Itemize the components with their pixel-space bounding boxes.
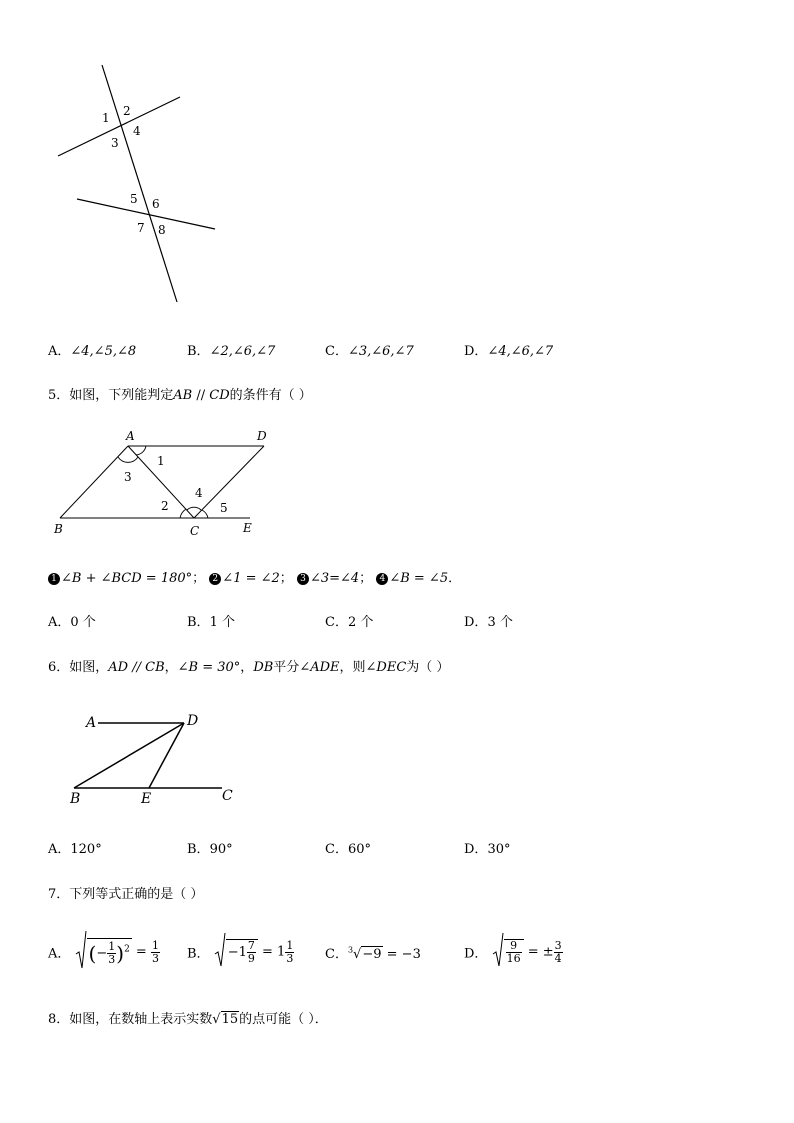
q5-option-a[interactable]: A．0 个 — [48, 615, 96, 630]
angle-label-3: 3 — [124, 470, 132, 484]
transversal-line — [102, 65, 177, 302]
point-label-c: C — [222, 788, 233, 804]
point-label-a: A — [126, 429, 135, 443]
angle-label-2: 2 — [123, 104, 131, 118]
angle-label-8: 8 — [158, 223, 166, 237]
angle-label-4: 4 — [195, 486, 203, 500]
sqrt-sign — [75, 930, 87, 974]
angle-label-2: 2 — [161, 499, 169, 513]
q4-option-a[interactable]: A．∠4,∠5,∠8 — [48, 344, 137, 359]
point-label-e: E — [243, 521, 252, 535]
angle-arc-3 — [118, 457, 138, 462]
angle-label-4: 4 — [133, 124, 141, 138]
q6-option-d[interactable]: D．30° — [464, 842, 511, 857]
angle-arc-1 — [136, 446, 146, 455]
sqrt-sign — [492, 932, 504, 972]
q4-option-c[interactable]: C．∠3,∠6,∠7 — [325, 344, 414, 359]
point-label-a: A — [86, 715, 97, 731]
figure-q5 — [50, 425, 270, 540]
angle-label-3: 3 — [111, 136, 119, 150]
angle-label-1: 1 — [157, 454, 165, 468]
segment-ab — [60, 446, 128, 518]
q4-option-b[interactable]: B．∠2,∠6,∠7 — [187, 344, 276, 359]
q6-option-c[interactable]: C．60° — [325, 842, 371, 857]
q5-stem: 5．如图，下列能判定AB // CD的条件有（ ） — [48, 388, 312, 403]
sqrt-sign — [214, 932, 226, 972]
angle-arc-5 — [202, 510, 208, 518]
q6-option-a[interactable]: A．120° — [48, 842, 102, 857]
point-label-b: B — [54, 522, 63, 536]
angle-label-1: 1 — [102, 111, 110, 125]
q7-option-b[interactable]: B． −1 $\frac{7}{9}$ = 1 $\frac{1}{3}$ — [187, 932, 294, 972]
q7-stem: 7．下列等式正确的是（ ） — [48, 887, 204, 902]
point-label-d: D — [257, 429, 267, 443]
figure-transversal — [50, 60, 230, 310]
q7-option-d[interactable]: D． $\frac{9}{16}$ = ± $\frac{3}{4}$ — [464, 932, 563, 972]
segment-db — [74, 723, 184, 788]
point-label-b: B — [70, 791, 81, 807]
segment-cd — [194, 446, 264, 518]
sqrt-sign: √ — [353, 947, 362, 962]
q5-option-c[interactable]: C．2 个 — [325, 615, 374, 630]
q7-option-c[interactable]: C．$^3$√−9 = −3 — [325, 945, 421, 962]
angle-label-7: 7 — [137, 221, 145, 235]
angle-label-6: 6 — [152, 197, 160, 211]
q8-stem: 8．如图，在数轴上表示实数√15的点可能（ ）． — [48, 1012, 328, 1027]
figure-q6 — [60, 705, 250, 815]
angle-arc-2 — [180, 509, 186, 518]
q4-option-d[interactable]: D．∠4,∠6,∠7 — [464, 344, 554, 359]
angle-label-5: 5 — [220, 501, 228, 515]
q6-option-b[interactable]: B．90° — [187, 842, 233, 857]
angle-arc-4 — [187, 507, 201, 510]
point-label-d: D — [187, 713, 199, 729]
q6-stem: 6．如图，AD // CB，∠B = 30°，DB平分∠ADE，则∠DEC为（ ） — [48, 660, 450, 675]
point-label-e: E — [141, 791, 152, 807]
point-label-c: C — [190, 524, 200, 538]
q7-option-a[interactable]: A． (− $\frac{1}{3}$ )$^2$ = $\frac{1}{3}$ — [48, 930, 160, 974]
angle-label-5: 5 — [130, 192, 138, 206]
sqrt-sign: √ — [212, 1012, 221, 1027]
q5-option-d[interactable]: D．3 个 — [464, 615, 513, 630]
upper-line — [58, 97, 180, 156]
q5-option-b[interactable]: B．1 个 — [187, 615, 235, 630]
q5-conditions: 1 ∠B + ∠BCD = 180°； 2 ∠1 = ∠2； 3 ∠3=∠4； 4 ∠B = ∠5． — [48, 567, 461, 586]
